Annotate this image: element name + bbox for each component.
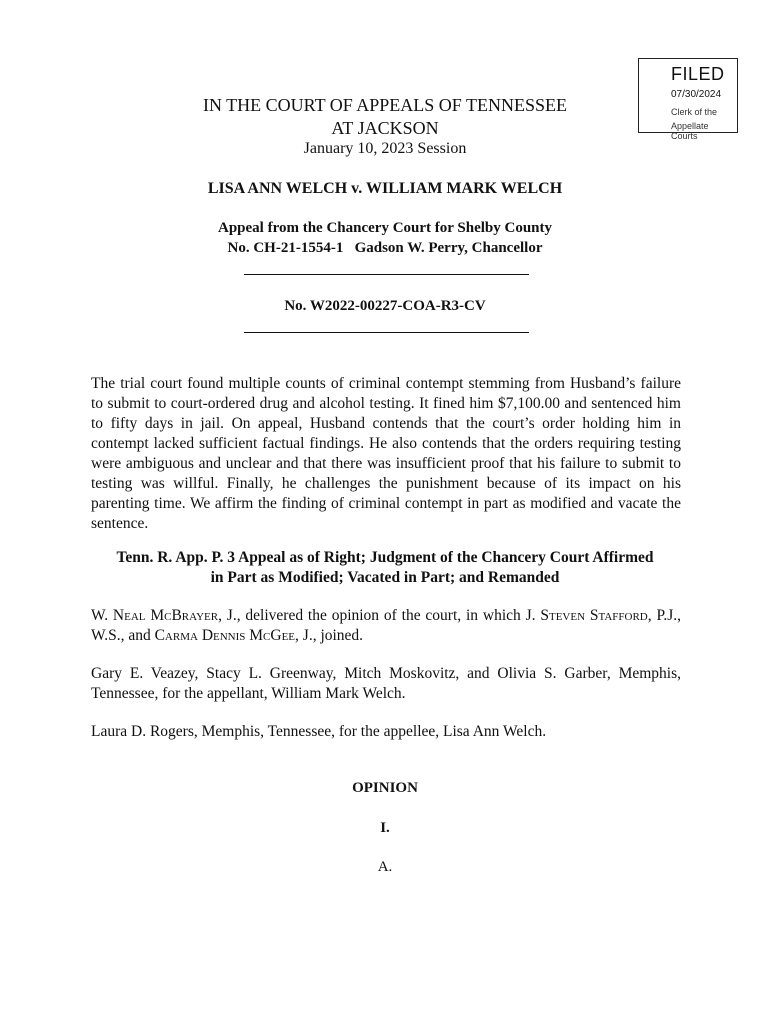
divider-top <box>244 274 529 275</box>
appellee-counsel: Laura D. Rogers, Memphis, Tennessee, for the appellee, Lisa Ann Welch. <box>91 723 547 740</box>
judge-2-name: Steven Stafford <box>540 607 648 624</box>
stamp-courts-line: Appellate Courts <box>671 121 709 141</box>
opinion-heading: OPINION <box>352 780 418 796</box>
subsection-heading: A. <box>377 859 393 875</box>
divider-bottom <box>244 332 529 333</box>
appellant-counsel: Gary E. Veazey, Stacy L. Greenway, Mitch Moskovitz, and Olivia S. Garber, Memphis, Tennessee, for the appellant, William Mark Welch. <box>91 665 681 702</box>
session-date: January 10, 2023 Session <box>303 140 467 157</box>
case-summary: The trial court found multiple counts of criminal contempt stemming from Husband’s failure to submit to court-ordered drug and alcohol testing. It fined him $7,100.00 and sentenced him to fifty days in jail. On appeal, Husband contends that the court’s order holding him in contempt lacked sufficient factual findings. He also contends that the orders requiring testing were ambiguous and unclear and that there was insufficient proof that his failure to submit to testing was willful. Finally, he challenges the punishment because of its impact on his parenting time. We affirm the finding of criminal contempt in part as modified and vacate the sentence. <box>91 375 681 532</box>
docket-number: No. W2022-00227-COA-R3-CV <box>284 298 486 314</box>
stamp-date: 07/30/2024 <box>671 89 722 100</box>
case-caption: LISA ANN WELCH v. WILLIAM MARK WELCH <box>207 180 563 197</box>
appeal-line-2: No. CH-21-1554-1 Gadson W. Perry, Chancellor <box>227 240 543 256</box>
stamp-filed-label: FILED <box>671 64 725 84</box>
judge-3-name: Carma Dennis McGee <box>154 627 296 644</box>
section-heading: I. <box>380 820 390 836</box>
judge-2-text: , P.J., W.S., and <box>91 607 682 644</box>
holding-line-1: Tenn. R. App. P. 3 Appeal as of Right; Judgment of the Chancery Court Affirmed <box>116 549 654 566</box>
court-location: AT JACKSON <box>331 118 439 138</box>
stamp-clerk-line: Clerk of the <box>671 107 718 117</box>
author-name: W. Neal McBrayer <box>91 607 219 624</box>
authorship-statement <box>91 606 681 646</box>
author-text: , J., delivered the opinion of the court, in which J. <box>218 607 541 624</box>
appeal-line-1: Appeal from the Chancery Court for Shelby County <box>217 220 553 236</box>
holding-line-2: in Part as Modified; Vacated in Part; and Remanded <box>210 569 560 586</box>
court-name: IN THE COURT OF APPEALS OF TENNESSEE <box>203 95 567 115</box>
judge-3-text: , J., joined. <box>295 627 364 644</box>
